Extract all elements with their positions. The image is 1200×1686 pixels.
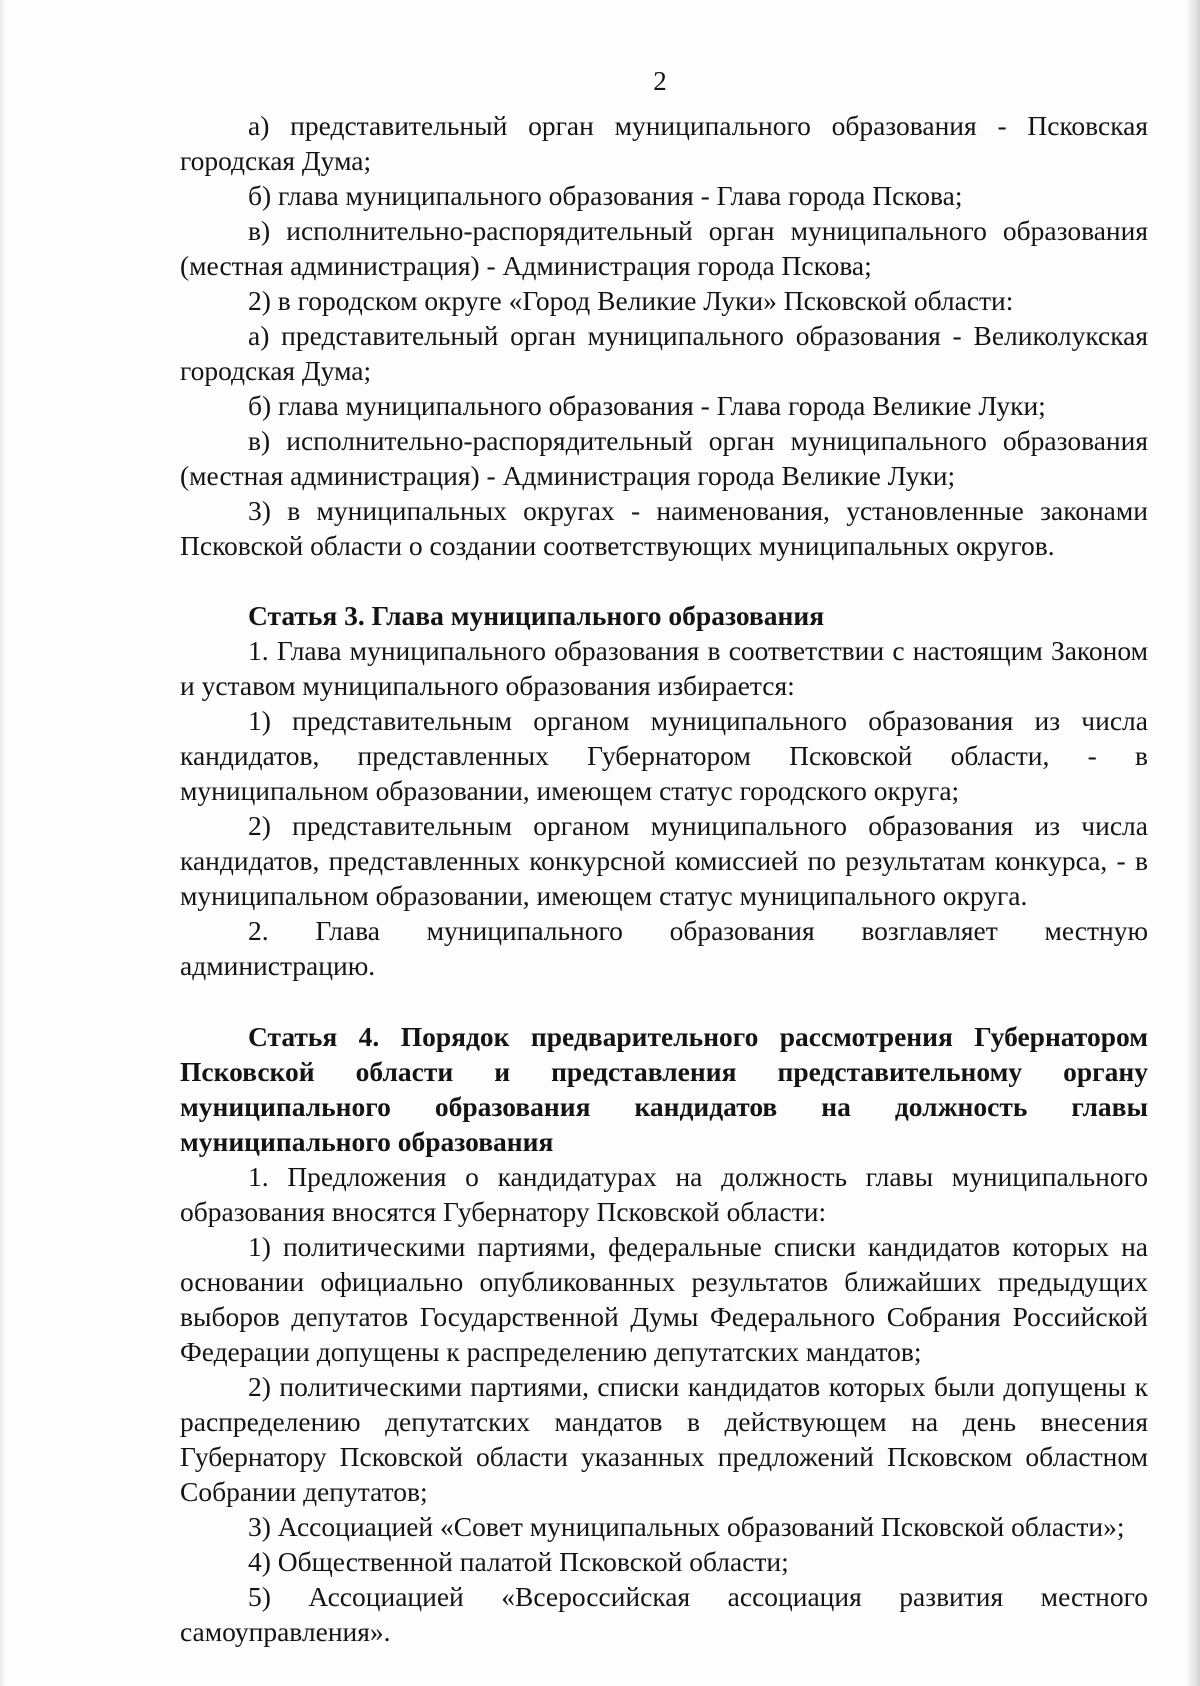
article-3-heading: Статья 3. Глава муниципального образования: [248, 600, 825, 631]
paragraph: 2) в городском округе «Город Великие Луки» Псковской области:: [248, 285, 1014, 316]
scan-edge-right: [1186, 0, 1200, 1686]
paragraph: а) представительный орган муниципального образования - Великолукская городская Дума;: [180, 320, 1148, 386]
paragraph: 3) в муниципальных округах - наименования, установленные законами Псковской области о создании соответствующих муниципальных округов.: [180, 495, 1148, 561]
paragraph: 5) Ассоциацией «Всероссийская ассоциация развития местного самоуправления».: [180, 1581, 1148, 1647]
paragraph: 1. Глава муниципального образования в соответствии с настоящим Законом и уставом муниципального образования избирается:: [180, 635, 1148, 701]
scan-edge-left: [0, 0, 6, 1686]
paragraph: в) исполнительно-распорядительный орган муниципального образования (местная администрация) - Администрация города Пскова;: [180, 215, 1148, 281]
paragraph: в) исполнительно-распорядительный орган муниципального образования (местная администрация) - Администрация города Великие Луки;: [180, 425, 1148, 491]
paragraph: 2) политическими партиями, списки кандидатов которых были допущены к распределению депутатских мандатов в действующем на день внесения Губернатору Псковской области указанных предложений Псковском областном Собрании депутатов;: [180, 1371, 1148, 1507]
paragraph: б) глава муниципального образования - Глава города Великие Луки;: [248, 390, 1046, 421]
document-body: [180, 108, 1148, 1649]
paragraph: б) глава муниципального образования - Глава города Пскова;: [248, 180, 963, 211]
paragraph: 3) Ассоциацией «Совет муниципальных образований Псковской области»;: [248, 1511, 1125, 1542]
paragraph: 4) Общественной палатой Псковской области;: [248, 1546, 789, 1577]
paragraph: 1. Предложения о кандидатурах на должность главы муниципального образования вносятся Губернатору Псковской области:: [180, 1161, 1148, 1227]
paragraph: 1) политическими партиями, федеральные списки кандидатов которых на основании официально опубликованных результатов ближайших предыдущих выборов депутатов Государственной Думы Федерального Собрания Российской Федерации допущены к распределению депутатских мандатов;: [180, 1231, 1148, 1367]
paragraph: 2. Глава муниципального образования возглавляет местную администрацию.: [180, 915, 1148, 981]
page-number: 2: [653, 66, 667, 96]
paragraph: 2) представительным органом муниципального образования из числа кандидатов, представленных конкурсной комиссией по результатам конкурса, - в муниципальном образовании, имеющем статус муниципального округа.: [180, 810, 1148, 911]
paragraph: 1) представительным органом муниципального образования из числа кандидатов, представленных Губернатором Псковской области, - в муниципальном образовании, имеющем статус городского округа;: [180, 705, 1148, 806]
article-4-heading: Статья 4. Порядок предварительного рассмотрения Губернатором Псковской области и представления представительному органу муниципального образования кандидатов на должность главы муниципального образования: [180, 1021, 1148, 1157]
paragraph: а) представительный орган муниципального образования - Псковская городская Дума;: [180, 110, 1148, 176]
